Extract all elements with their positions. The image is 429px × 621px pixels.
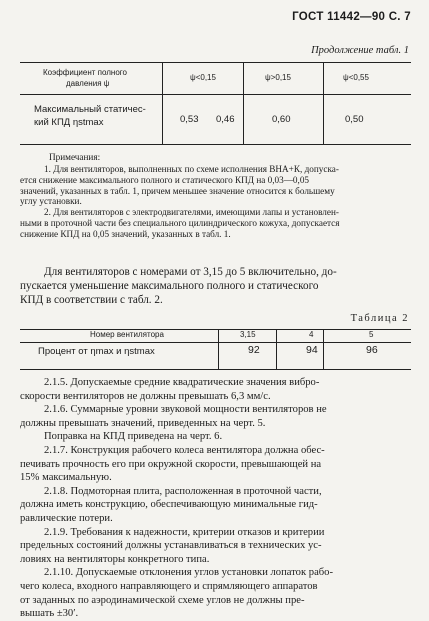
body-line: должны превышать значений, приведенных на черт. 5. [20,417,266,429]
body-line: от заданных по аэродинамической схеме углов не должны пре- [20,594,305,606]
body-line: должна иметь конструкцию, обеспечивающую минимальные гид- [20,499,318,511]
table-1-bottom-rule [20,144,411,145]
table-1-cell: 0,60 [272,114,291,125]
body-line: Поправка на КПД приведена на черт. 6. [44,431,223,443]
table-2-head-col: 4 [309,330,314,339]
table-2-head-col: 3,15 [240,330,256,339]
table-1-divider [162,62,163,144]
table-2-cell: 92 [248,344,260,356]
page-header: ГОСТ 11442—90 С. 7 [292,11,411,23]
note-line: углу установки. [20,196,82,207]
table-1-head-param: давления ψ [66,79,110,88]
note-line: ными в проточной части без специального цилиндрического кожуха, допускается [20,217,340,228]
body-line: чего колеса, входного направляющего и спрямляющего аппаратов [20,580,318,592]
table-2-bottom-rule [20,369,411,370]
table-1-head-col: ψ<0,15 [190,73,216,82]
table-2-divider [218,329,219,369]
body-line: скорости вентиляторов не должны превышать 6,3 мм/с. [20,390,271,402]
table-1-top-rule [20,62,411,63]
table-1-row-label: Максимальный статичес- [34,104,146,115]
table-1-divider [323,62,324,144]
body-line: 2.1.10. Допускаемые отклонения углов установки лопаток рабо- [44,567,333,579]
table-2-row-label: Процент от ηmax и ηstmax [38,346,155,357]
note-line: значений, указанных в табл. 1, причем меньшее значение относится к большему [20,185,335,196]
table-1-cell: 0,53 [180,114,199,125]
table-2-head-label: Номер вентилятора [90,330,164,339]
table-1-divider [243,62,244,144]
body-line: печивать прочность его при окружной скорости, превышающей на [20,458,322,470]
table-1-head-col: ψ<0,55 [343,73,369,82]
table-continuation-label: Продолжение табл. 1 [311,45,409,56]
table-1-head-col: ψ>0,15 [265,73,291,82]
paragraph-line: КПД в соответствии с табл. 2. [20,294,163,306]
note-line: ется снижение максимального полного и статического КПД на 0,03—0,05 [20,174,310,185]
body-line: 15% максимальную. [20,472,112,484]
body-line: предельных состояний должны устанавливаться в технических ус- [20,540,322,552]
note-line: 1. Для вентиляторов, выполненных по схеме исполнения ВНА+К, допуска- [44,164,339,174]
body-line: 2.1.6. Суммарные уровни звуковой мощности вентиляторов не [44,404,327,416]
table-2-caption: Таблица 2 [350,313,409,324]
paragraph-table-2-intro [20,265,337,307]
notes-block [20,164,339,240]
note-line: снижение КПД на 0,05 значений, указанных в табл. 1. [20,228,231,239]
body-line: 2.1.7. Конструкция рабочего колеса вентилятора должна обес- [44,444,325,456]
body-line: 2.1.9. Требования к надежности, критерии отказов и критерии [44,526,325,538]
table-1-head-rule [20,94,411,95]
note-line: 2. Для вентиляторов с электродвигателями, имеющими лапы и установлен- [44,207,339,218]
table-1-head-param: Коэффициент полного [43,68,127,77]
body-line: вышать ±30′. [20,608,79,620]
table-2-cell: 96 [366,344,378,356]
body-text [20,376,333,621]
table-2-top-rule [20,329,411,330]
table-1-cell: 0,50 [345,114,364,125]
notes-title: Примечания: [49,152,101,162]
table-2-head-col: 5 [369,330,374,339]
table-2-cell: 94 [306,344,318,356]
table-1-row-label: кий КПД ηstmax [34,117,104,128]
table-2-head-rule [20,342,411,343]
table-2-divider [276,329,277,369]
table-2-divider [323,329,324,369]
paragraph-line: Для вентиляторов с номерами от 3,15 до 5 включительно, до- [44,266,337,278]
body-line: 2.1.5. Допускаемые средние квадратические значения вибро- [44,377,320,388]
body-line: ловиях на вентиляторы конкретного типа. [20,553,210,565]
body-line: 2.1.8. Подмоторная плита, расположенная в проточной части, [44,485,322,497]
table-1-cell: 0,46 [216,114,235,125]
body-line: равлические потери. [20,512,113,524]
paragraph-line: пускается уменьшение максимального полного и статического [20,280,319,292]
